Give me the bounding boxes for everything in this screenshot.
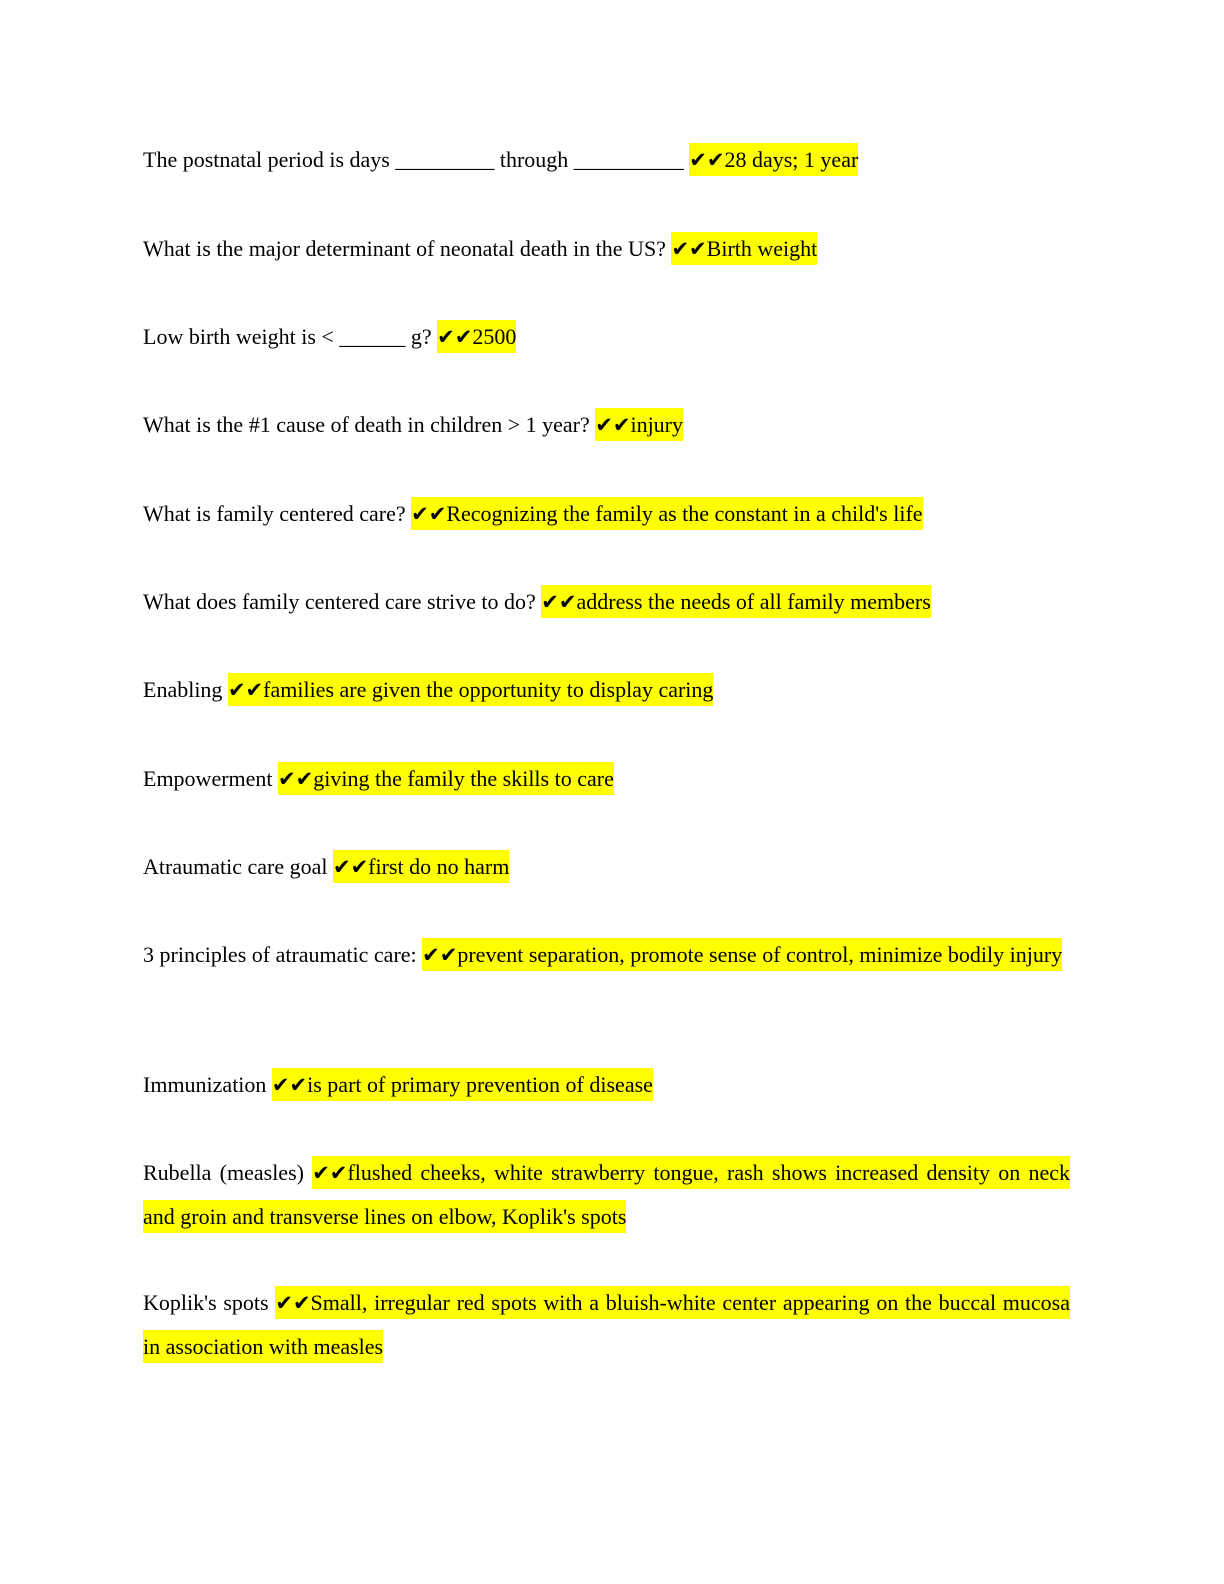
answer-text: Recognizing the family as the constant in a child's life (446, 501, 923, 526)
double-check-icon: ✔✔ (312, 1161, 348, 1185)
answer-text: Small, irregular red spots with a bluish-white center appearing on the buccal mucosa in association with measles (143, 1290, 1071, 1359)
qa-item (143, 1151, 1070, 1239)
qa-item (143, 315, 1070, 359)
answer-text: 2500 (472, 324, 517, 349)
question-text: What does family centered care strive to do? (143, 589, 542, 614)
question-text: Atraumatic care goal (143, 854, 333, 879)
double-check-icon: ✔✔ (227, 678, 264, 702)
answer-highlight (422, 938, 1062, 971)
question-text: The postnatal period is days _________ through __________ (143, 147, 690, 172)
double-check-icon: ✔✔ (595, 413, 631, 437)
answer-highlight (333, 850, 509, 883)
answer-highlight (437, 320, 516, 353)
answer-text: injury (630, 412, 684, 437)
qa-item (143, 845, 1070, 889)
qa-item (143, 138, 1070, 182)
question-text: Immunization (143, 1072, 272, 1097)
double-check-icon: ✔✔ (411, 502, 447, 526)
question-text: 3 principles of atraumatic care: (143, 942, 423, 967)
answer-text: families are given the opportunity to display caring (263, 677, 714, 702)
qa-item (143, 403, 1070, 447)
qa-item (143, 757, 1070, 801)
question-text: Enabling (143, 677, 228, 702)
qa-item (143, 1281, 1070, 1369)
double-check-icon: ✔✔ (278, 767, 314, 791)
double-check-icon: ✔✔ (332, 855, 369, 879)
question-text: Rubella (measles) (143, 1160, 313, 1185)
double-check-icon: ✔✔ (271, 1073, 308, 1097)
double-check-icon: ✔✔ (275, 1291, 311, 1315)
qa-item (143, 227, 1070, 271)
answer-highlight (228, 673, 713, 706)
double-check-icon: ✔✔ (671, 237, 707, 261)
answer-text: flushed cheeks, white strawberry tongue, rash shows increased density on neck and groin and transverse lines on elbow, Koplik's spots (143, 1160, 1070, 1229)
answer-highlight (541, 585, 931, 618)
answer-highlight (272, 1068, 653, 1101)
question-text: Low birth weight is < ______ g? (143, 324, 438, 349)
answer-text: Birth weight (706, 236, 818, 261)
answer-highlight (689, 143, 858, 176)
answer-text: address the needs of all family members (576, 589, 931, 614)
answer-text: prevent separation, promote sense of control, minimize bodily injury (457, 942, 1063, 967)
question-text: What is the major determinant of neonatal death in the US? (143, 236, 672, 261)
question-text: What is the #1 cause of death in children > 1 year? (143, 412, 596, 437)
qa-item (143, 668, 1070, 712)
question-text: What is family centered care? (143, 501, 412, 526)
qa-item (143, 1063, 1070, 1107)
double-check-icon: ✔✔ (541, 590, 577, 614)
question-text: Koplik's spots (143, 1290, 276, 1315)
double-check-icon: ✔✔ (689, 148, 725, 172)
answer-highlight (595, 408, 683, 441)
answer-text: giving the family the skills to care (313, 766, 614, 791)
question-text: Empowerment (143, 766, 279, 791)
qa-item (143, 580, 1070, 624)
answer-highlight (411, 497, 922, 530)
answer-text: 28 days; 1 year (724, 147, 859, 172)
answer-text: is part of primary prevention of disease (307, 1072, 653, 1097)
answer-highlight (671, 232, 817, 265)
answer-text: first do no harm (368, 854, 510, 879)
answer-highlight (143, 1286, 1070, 1363)
double-check-icon: ✔✔ (437, 325, 473, 349)
answer-highlight (278, 762, 614, 795)
double-check-icon: ✔✔ (422, 943, 458, 967)
qa-item (143, 933, 1070, 977)
qa-item (143, 492, 1070, 536)
